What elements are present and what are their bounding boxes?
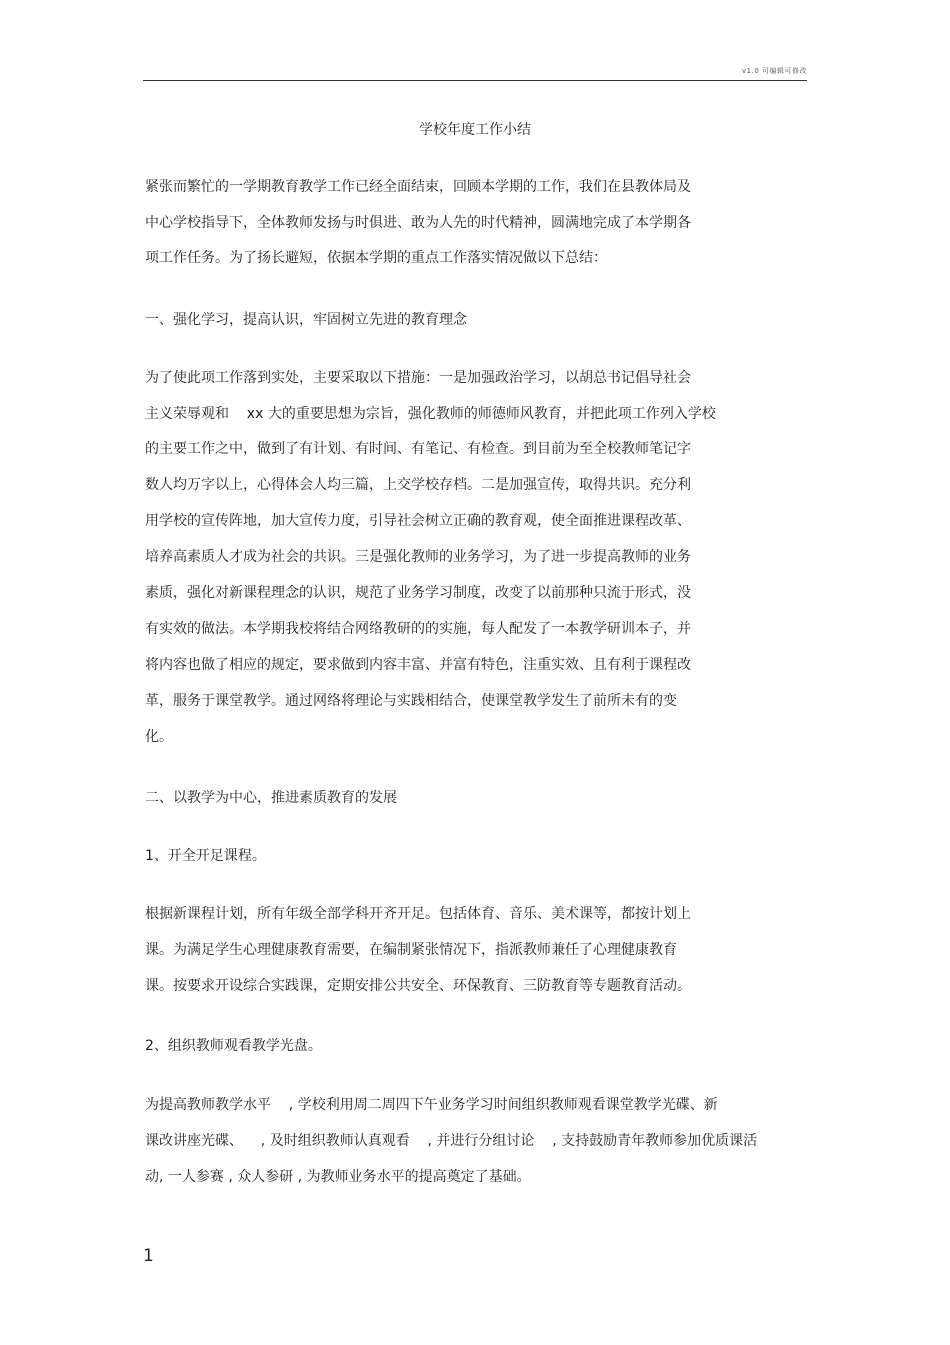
paragraph-line: 中心学校指导下，全体教师发扬与时俱进、敢为人先的时代精神，圆满地完成了本学期各 bbox=[145, 215, 691, 231]
paragraph-line: 课。为满足学生心理健康教育需要，在编制紧张情况下，指派教师兼任了心理健康教育 bbox=[145, 942, 677, 958]
paragraph-line: 化。 bbox=[145, 729, 173, 745]
section-heading: 二、以教学为中心，推进素质教育的发展 bbox=[145, 790, 397, 806]
paragraph-line: 为提高教师教学水平 , 学校利用周二周四下午业务学习时间组织教师观看课堂教学光碟、新 bbox=[145, 1097, 718, 1113]
paragraph-line: 项工作任务。为了扬长避短，依据本学期的重点工作落实情况做以下总结： bbox=[145, 250, 607, 266]
header-rule bbox=[143, 80, 807, 81]
header-version-note: v1.0 可编辑可修改 bbox=[742, 67, 807, 75]
paragraph-line: 培养高素质人才成为社会的共识。三是强化教师的业务学习，为了进一步提高教师的业务 bbox=[145, 549, 691, 565]
subsection-heading: 2、组织教师观看教学光盘。 bbox=[145, 1038, 322, 1054]
paragraph-line: 用学校的宣传阵地，加大宣传力度，引导社会树立正确的教育观，使全面推进课程改革、 bbox=[145, 513, 691, 529]
paragraph-line: 数人均万字以上，心得体会人均三篇，上交学校存档。二是加强宣传，取得共识。充分利 bbox=[145, 477, 691, 493]
paragraph-line: 素质，强化对新课程理念的认识，规范了业务学习制度，改变了以前那种只流于形式，没 bbox=[145, 585, 691, 601]
paragraph-line: 有实效的做法。本学期我校将结合网络教研的的实施，每人配发了一本教学研训本子，并 bbox=[145, 621, 691, 637]
paragraph-line: 课。按要求开设综合实践课，定期安排公共安全、环保教育、三防教育等专题教育活动。 bbox=[145, 978, 691, 994]
paragraph-line: 紧张而繁忙的一学期教育教学工作已经全面结束，回顾本学期的工作，我们在县教体局及 bbox=[145, 179, 691, 195]
subsection-heading: 1、开全开足课程。 bbox=[145, 848, 266, 864]
paragraph-line: 革，服务于课堂教学。通过网络将理论与实践相结合，使课堂教学发生了前所未有的变 bbox=[145, 693, 677, 709]
paragraph-line: 为了使此项工作落到实处，主要采取以下措施：一是加强政治学习，以胡总书记倡导社会 bbox=[145, 370, 691, 386]
paragraph-line: 根据新课程计划，所有年级全部学科开齐开足。包括体育、音乐、美术课等，都按计划上 bbox=[145, 906, 691, 922]
section-heading: 一、强化学习，提高认识，牢固树立先进的教育理念 bbox=[145, 312, 467, 328]
paragraph-line: 动, 一人参赛 , 众人参研 , 为教师业务水平的提高奠定了基础。 bbox=[145, 1169, 531, 1185]
paragraph-line: 将内容也做了相应的规定，要求做到内容丰富、并富有特色，注重实效、且有利于课程改 bbox=[145, 657, 691, 673]
document-title: 学校年度工作小结 bbox=[419, 122, 531, 138]
paragraph-line: 主义荣辱观和 xx 大的重要思想为宗旨，强化教师的师德师风教育，并把此项工作列入学校 bbox=[145, 406, 716, 422]
paragraph-line: 的主要工作之中，做到了有计划、有时间、有笔记、有检查。到目前为至全校教师笔记字 bbox=[145, 441, 691, 457]
page-number: 1 bbox=[143, 1246, 154, 1266]
paragraph-line: 课改讲座光碟、 , 及时组织教师认真观看 , 并进行分组讨论 , 支持鼓励青年教师参加优质课活 bbox=[145, 1133, 758, 1149]
